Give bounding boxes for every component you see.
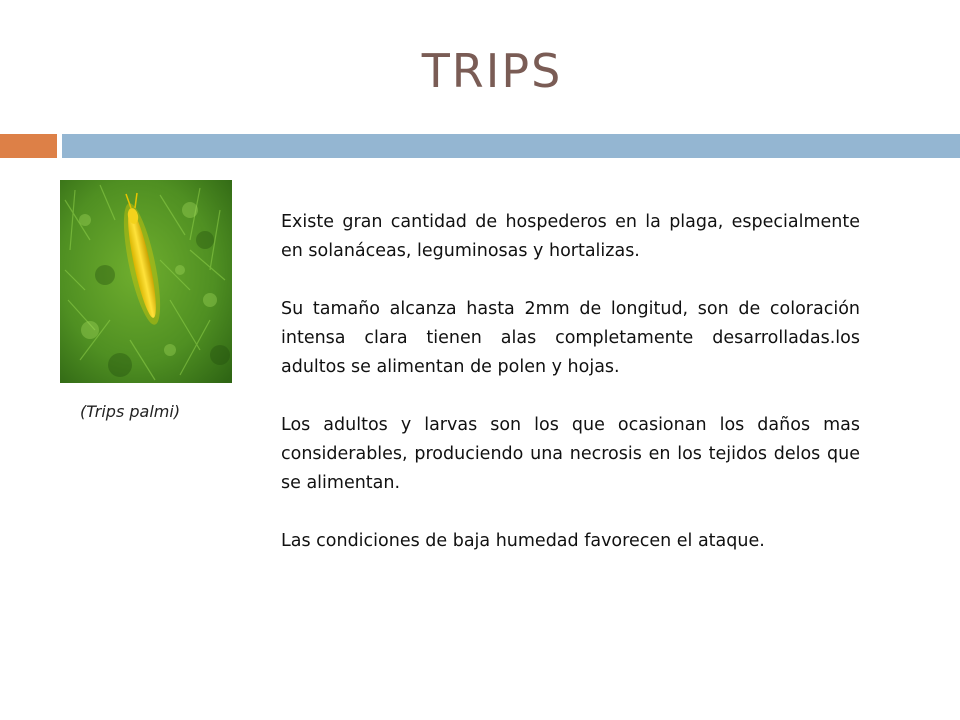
- thrips-photo: [60, 180, 232, 383]
- paragraph-damage: Los adultos y larvas son los que ocasionan los daños mas considerables, produciendo una necrosis en los tejidos delos que se alimentan.: [281, 415, 860, 493]
- accent-bar-blue: [62, 134, 960, 158]
- paragraph-size: Su tamaño alcanza hasta 2mm de longitud, son de coloración intensa clara tienen alas completamente desarrolladas.los adultos se alimentan de polen y hojas.: [281, 299, 860, 377]
- paragraph-hosts: Existe gran cantidad de hospederos en la plaga, especialmente en solanáceas, leguminosas y hortalizas.: [281, 212, 860, 261]
- accent-bar-orange: [0, 134, 57, 158]
- body-text: [281, 208, 860, 585]
- image-caption: (Trips palmi): [80, 402, 181, 421]
- slide-title: TRIPS: [421, 44, 563, 98]
- paragraph-conditions: Las condiciones de baja humedad favorecen el ataque.: [281, 531, 765, 551]
